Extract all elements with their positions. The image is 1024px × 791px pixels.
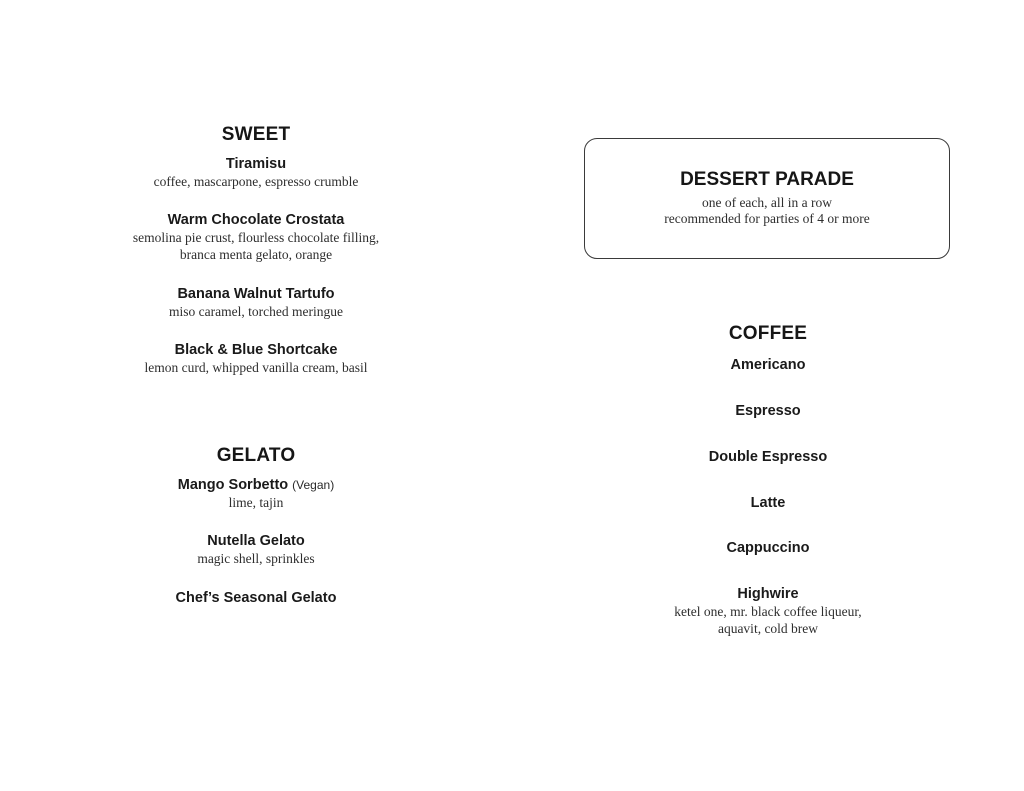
- menu-item-americano: Americano: [730, 357, 806, 373]
- item-name: Chef’s Seasonal Gelato: [175, 590, 337, 606]
- item-description: miso caramel, torched meringue: [169, 304, 343, 319]
- item-description: magic shell, sprinkles: [197, 551, 315, 566]
- menu-item-banana-walnut-tartufo: [106, 286, 406, 320]
- item-name: Highwire: [737, 586, 799, 602]
- dessert-parade-note-line2: recommended for parties of 4 or more: [664, 211, 870, 226]
- dessert-parade-note-line1: one of each, all in a row: [701, 195, 833, 210]
- item-description: lemon curd, whipped vanilla cream, basil: [144, 360, 368, 375]
- item-description: branca menta gelato, orange: [179, 247, 333, 262]
- menu-item-tiramisu: [106, 156, 406, 190]
- item-description: ketel one, mr. black coffee liqueur,: [674, 604, 862, 619]
- item-name: Tiramisu: [225, 156, 287, 172]
- item-name: [106, 477, 406, 494]
- item-name-text: Mango Sorbetto: [177, 477, 289, 493]
- dessert-parade-box: [584, 138, 950, 259]
- menu-item-double-espresso: Double Espresso: [708, 449, 828, 465]
- menu-item-mango-sorbetto: [106, 477, 406, 511]
- vegan-tag: (Vegan): [292, 478, 335, 492]
- item-name: Banana Walnut Tartufo: [177, 286, 335, 302]
- menu-item-cappuccino: Cappuccino: [726, 540, 810, 556]
- menu-item-warm-chocolate-crostata: [86, 212, 426, 263]
- item-description: semolina pie crust, flourless chocolate filling,: [132, 230, 380, 245]
- menu-item-nutella-gelato: [106, 533, 406, 567]
- item-description: coffee, mascarpone, espresso crumble: [153, 174, 359, 189]
- menu-item-chefs-seasonal-gelato: [106, 590, 406, 607]
- menu-item-highwire: [618, 586, 918, 637]
- menu-item-espresso: Espresso: [735, 403, 801, 419]
- item-description: aquavit, cold brew: [717, 621, 819, 636]
- menu-item-black-blue-shortcake: [106, 342, 406, 376]
- coffee-section-title: COFFEE: [728, 323, 808, 344]
- sweet-section-title: SWEET: [221, 124, 291, 145]
- dessert-parade-description: [585, 195, 949, 227]
- dessert-parade-title: DESSERT PARADE: [680, 169, 854, 190]
- item-name: Warm Chocolate Crostata: [167, 212, 345, 228]
- item-name: Nutella Gelato: [207, 533, 305, 549]
- menu-item-latte: Latte: [750, 495, 786, 511]
- gelato-section-title: GELATO: [216, 445, 296, 466]
- item-description: lime, tajin: [228, 495, 284, 510]
- item-name: Black & Blue Shortcake: [174, 342, 338, 358]
